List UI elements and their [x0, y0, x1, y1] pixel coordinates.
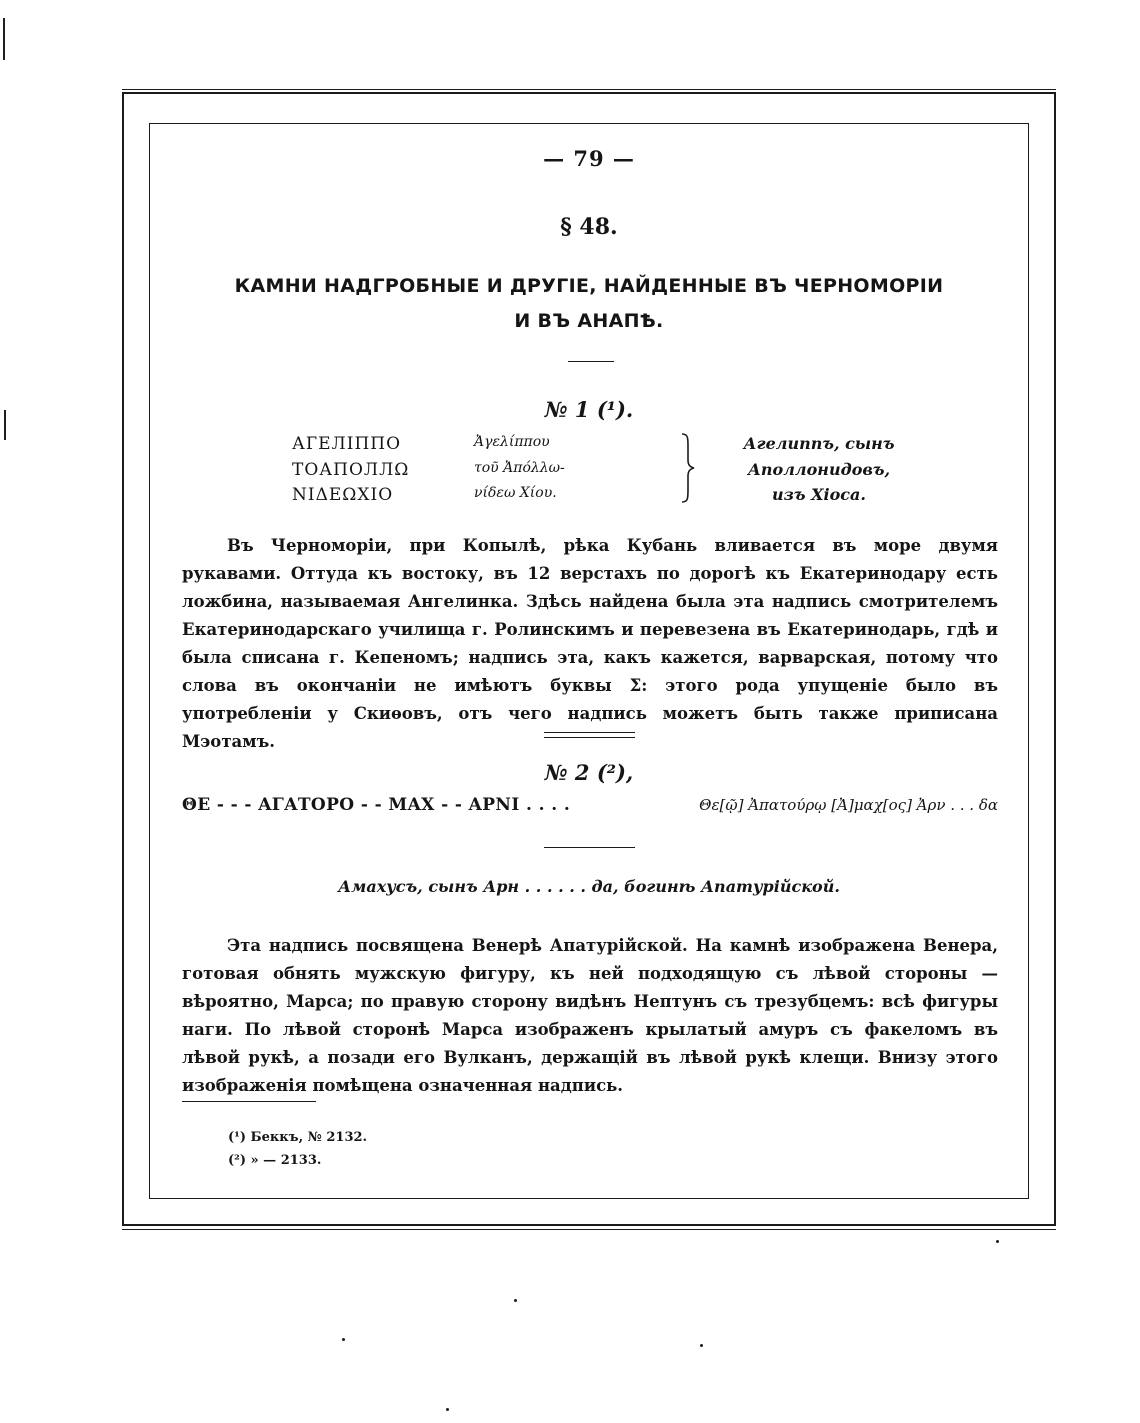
scan-speck: [342, 1338, 345, 1341]
double-divider-bottom: [544, 737, 635, 738]
inscription-1-greek-line-1: Ἀγελίππου: [474, 434, 550, 450]
inscription-1-heading: № 1 (¹).: [544, 397, 634, 422]
scan-edge-mark: [3, 18, 5, 60]
scan-speck: [514, 1299, 517, 1302]
section-number: § 48.: [560, 214, 618, 240]
inscription-2-description: Эта надпись посвящена Венерѣ Апатурійской. На камнѣ изображена Венера, готовая обнять мужскую фигуру, къ ней подходящую съ лѣвой стороны — вѣроятно, Марса; по правую сторону видѣнъ Нептунъ съ трезубцемъ: всѣ фигуры наги. По лѣвой сторонѣ Марса изображенъ крылатый амуръ съ факеломъ въ лѣвой рукѣ, а позади его Вулканъ, держащій въ лѣвой рукѣ клещи. Внизу этого изображенія помѣщена означенная надпись.: [182, 936, 998, 1095]
scan-speck: [700, 1344, 703, 1347]
scan-edge-mark: [4, 410, 6, 440]
scan-speck: [996, 1240, 999, 1243]
inscription-2-divider: [544, 847, 635, 848]
inscription-1-translation-line-1: Агелиппъ, сынъ: [743, 434, 895, 453]
section-title-line-1: КАМНИ НАДГРОБНЫЕ И ДРУГІЕ, НАЙДЕННЫЕ ВЪ ЧЕРНОМОРІИ: [234, 275, 944, 297]
inscription-2-heading: № 2 (²),: [544, 760, 634, 785]
inscription-1-greek-line-3: νίδεω Χίου.: [474, 485, 557, 501]
section-title-line-2: И ВЪ АНАПѢ.: [514, 310, 664, 332]
scan-speck: [446, 1408, 449, 1411]
inscription-1-original-line-3: ΝΙΔΕΩΧΙΟ: [292, 485, 394, 505]
brace-icon: [676, 432, 698, 504]
inscription-1-greek-line-2: τοῦ Ἀπόλλω-: [474, 460, 565, 476]
inscription-1-original-line-2: ТОАПОЛЛΩ: [292, 460, 410, 480]
page-number: — 79 —: [543, 146, 635, 171]
inscription-2-greek: Θε[ῷ] Ἀπατούρῳ [Ἀ]μαχ[ος] Ἀρν . . . δα: [699, 796, 998, 814]
footnote-1: (¹) Беккъ, № 2132.: [228, 1130, 368, 1145]
double-divider-top: [544, 732, 635, 733]
footnote-2: (²) » — 2133.: [228, 1153, 322, 1168]
inscription-1-translation-line-3: изъ Хіоса.: [772, 485, 866, 504]
inscription-2-translation: Амахусъ, сынъ Арн . . . . . . да, богинѣ Апатурійской.: [338, 877, 840, 896]
inscription-2-original: ΘΕ - - - ΑΓΑΤΟΡΟ - - ΜΑΧ - - ΑΡΝΙ . . . .: [182, 795, 571, 815]
inscription-1-translation-line-2: Аполлонидовъ,: [747, 460, 891, 479]
title-divider: [568, 361, 614, 362]
inscription-1-description: Въ Черноморіи, при Копылѣ, рѣка Кубань вливается въ море двумя рукавами. Оттуда къ востоку, въ 12 верстахъ по дорогѣ къ Екатеринодару есть ложбина, называемая Ангелинка. Здѣсь найдена была эта надпись смотрителемъ Екатеринодарскаго училища г. Ролинскимъ и перевезена въ Екатеринодарь, гдѣ и была списана г. Кепеномъ; надпись эта, какъ кажется, варварская, потому что слова въ окончаніи не имѣютъ буквы Σ: этого рода упущеніе было въ употребленіи у Скиѳовъ, отъ чего надпись можетъ быть также приписана Мэотамъ.: [182, 536, 998, 751]
inscription-1-original-line-1: АГЕЛІППО: [292, 434, 402, 454]
footnote-divider: [182, 1101, 316, 1102]
